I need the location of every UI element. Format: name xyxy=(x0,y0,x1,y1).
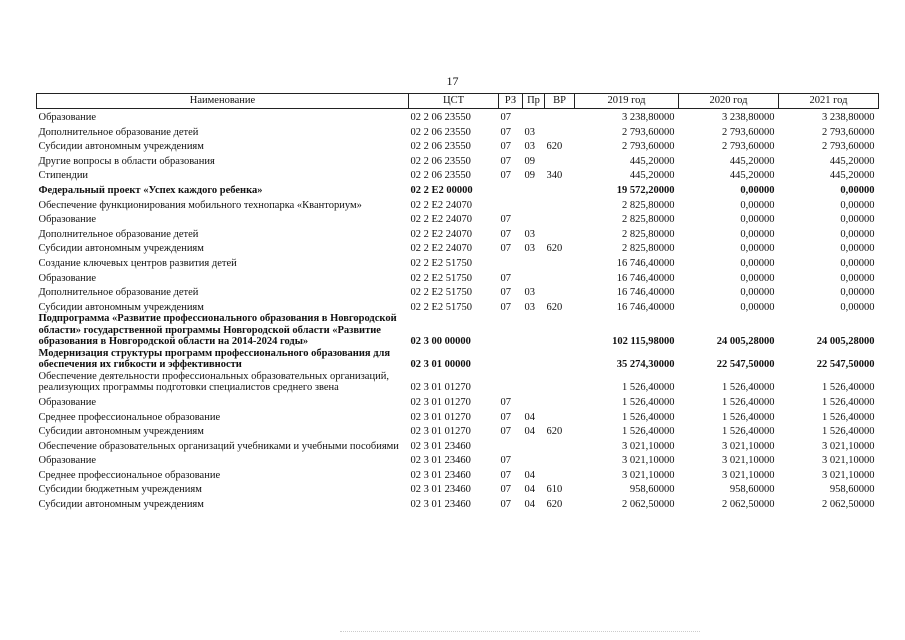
cell-rz: 07 xyxy=(500,455,511,467)
cell-rz: 07 xyxy=(500,484,511,496)
table-row xyxy=(37,138,879,153)
cell-y2021: 1 526,40000 xyxy=(822,426,875,438)
cell-rz: 07 xyxy=(500,243,511,255)
cell-name: Дополнительное образование детей xyxy=(38,287,199,299)
cell-vr xyxy=(545,438,575,453)
cell-vr xyxy=(545,394,575,409)
cell-vr xyxy=(545,408,575,423)
table-row xyxy=(37,348,879,371)
table-row xyxy=(37,197,879,212)
cell-y2020: 1 526,40000 xyxy=(722,382,775,394)
table-row xyxy=(37,299,879,314)
cell-y2021: 445,20000 xyxy=(829,155,875,167)
cell-y2021: 445,20000 xyxy=(829,170,875,182)
cell-cst: 02 2 06 23550 xyxy=(410,170,471,182)
cell-y2020: 0,00000 xyxy=(740,287,775,299)
cell-vr: 620 xyxy=(546,243,563,255)
cell-y2020: 22 547,50000 xyxy=(716,359,775,371)
cell-cst: 02 3 01 01270 xyxy=(410,426,471,438)
cell-pr: 04 xyxy=(524,426,535,438)
cell-vr xyxy=(545,348,575,371)
cell-name: Модернизация структуры программ профессионального образования для обеспечения их гибкости и эффективности xyxy=(38,347,391,371)
cell-name: Другие вопросы в области образования xyxy=(38,155,215,167)
cell-cst: 02 2 E2 24070 xyxy=(410,243,473,255)
cell-name: Субсидии автономным учреждениям xyxy=(38,243,204,255)
cell-vr xyxy=(545,255,575,270)
cell-y2020: 1 526,40000 xyxy=(722,411,775,423)
cell-cst: 02 3 01 01270 xyxy=(410,382,471,394)
cell-name: Субсидии автономным учреждениям xyxy=(38,426,204,438)
cell-y2019: 445,20000 xyxy=(629,155,675,167)
cell-y2021: 0,00000 xyxy=(840,214,875,226)
cell-y2021: 24 005,28000 xyxy=(816,336,875,348)
cell-name: Обеспечение образовательных организаций учебниками и учебными пособиями xyxy=(38,440,399,452)
cell-y2019: 1 526,40000 xyxy=(622,396,675,408)
cell-pr: 04 xyxy=(524,499,535,511)
cell-vr: 620 xyxy=(546,301,563,313)
cell-vr xyxy=(545,182,575,197)
cell-y2020: 0,00000 xyxy=(740,199,775,211)
cell-vr xyxy=(545,197,575,212)
cell-y2019: 19 572,20000 xyxy=(616,185,675,197)
table-row xyxy=(37,240,879,255)
scan-artifact-line xyxy=(340,631,700,635)
table-row xyxy=(37,211,879,226)
cell-vr xyxy=(545,284,575,299)
cell-vr: 620 xyxy=(546,141,563,153)
cell-y2020: 0,00000 xyxy=(740,272,775,284)
cell-y2020: 1 526,40000 xyxy=(722,426,775,438)
table-row xyxy=(37,467,879,482)
budget-table xyxy=(36,93,879,511)
cell-y2019: 2 825,80000 xyxy=(622,243,675,255)
cell-cst: 02 3 01 23460 xyxy=(410,440,471,452)
cell-y2019: 16 746,40000 xyxy=(616,272,675,284)
cell-name: Обеспечение деятельности профессиональных образовательных организаций, реализующих программы подготовки специалистов среднего звена xyxy=(38,370,389,394)
cell-name: Федеральный проект «Успех каждого ребенка» xyxy=(38,185,263,197)
cell-cst: 02 2 E2 51750 xyxy=(410,301,473,313)
cell-rz: 07 xyxy=(500,287,511,299)
cell-rz: 07 xyxy=(500,170,511,182)
cell-vr xyxy=(545,270,575,285)
cell-name: Дополнительное образование детей xyxy=(38,228,199,240)
cell-y2019: 2 825,80000 xyxy=(622,228,675,240)
cell-y2020: 2 793,60000 xyxy=(722,141,775,153)
cell-cst: 02 3 01 23460 xyxy=(410,455,471,467)
cell-cst: 02 3 01 00000 xyxy=(410,359,471,371)
cell-y2019: 2 793,60000 xyxy=(622,141,675,153)
table-body xyxy=(37,109,879,511)
cell-y2020: 2 062,50000 xyxy=(722,499,775,511)
cell-vr: 340 xyxy=(546,170,563,182)
table-row xyxy=(37,153,879,168)
cell-y2021: 0,00000 xyxy=(840,301,875,313)
cell-cst: 02 2 06 23550 xyxy=(410,126,471,138)
cell-y2019: 958,60000 xyxy=(629,484,675,496)
cell-cst: 02 2 06 23550 xyxy=(410,155,471,167)
cell-rz: 07 xyxy=(500,272,511,284)
cell-y2020: 24 005,28000 xyxy=(716,336,775,348)
cell-rz xyxy=(499,197,523,212)
cell-name: Образование xyxy=(38,272,97,284)
cell-pr xyxy=(523,255,545,270)
cell-pr xyxy=(523,270,545,285)
cell-y2019: 2 062,50000 xyxy=(622,499,675,511)
cell-y2020: 0,00000 xyxy=(740,185,775,197)
cell-rz xyxy=(499,438,523,453)
cell-cst: 02 2 06 23550 xyxy=(410,112,471,124)
cell-cst: 02 3 01 01270 xyxy=(410,411,471,423)
cell-y2021: 2 793,60000 xyxy=(822,141,875,153)
cell-pr: 03 xyxy=(524,141,535,153)
table-row xyxy=(37,423,879,438)
cell-y2019: 2 793,60000 xyxy=(622,126,675,138)
cell-cst: 02 2 E2 24070 xyxy=(410,199,473,211)
cell-cst: 02 3 01 23460 xyxy=(410,484,471,496)
table-row xyxy=(37,182,879,197)
cell-vr xyxy=(545,124,575,139)
cell-y2021: 22 547,50000 xyxy=(816,359,875,371)
cell-y2021: 0,00000 xyxy=(840,199,875,211)
cell-y2019: 3 021,10000 xyxy=(622,469,675,481)
table-row xyxy=(37,270,879,285)
cell-cst: 02 3 00 00000 xyxy=(410,336,471,348)
cell-rz: 07 xyxy=(500,141,511,153)
cell-vr xyxy=(545,371,575,394)
cell-vr: 620 xyxy=(546,499,563,511)
cell-y2021: 0,00000 xyxy=(840,258,875,270)
cell-rz: 07 xyxy=(500,112,511,124)
cell-name: Стипендии xyxy=(38,170,89,182)
cell-y2020: 0,00000 xyxy=(740,258,775,270)
cell-y2020: 3 238,80000 xyxy=(722,112,775,124)
cell-name: Образование xyxy=(38,396,97,408)
cell-vr xyxy=(545,153,575,168)
cell-y2020: 0,00000 xyxy=(740,228,775,240)
cell-name: Создание ключевых центров развития детей xyxy=(38,258,237,270)
cell-y2020: 2 793,60000 xyxy=(722,126,775,138)
cell-cst: 02 2 E2 00000 xyxy=(410,185,473,197)
page-number: 17 xyxy=(446,74,459,88)
cell-rz: 07 xyxy=(500,155,511,167)
cell-pr xyxy=(523,182,545,197)
cell-y2021: 2 793,60000 xyxy=(822,126,875,138)
table-row xyxy=(37,408,879,423)
cell-vr xyxy=(545,211,575,226)
cell-y2019: 3 021,10000 xyxy=(622,455,675,467)
cell-name: Образование xyxy=(38,112,97,124)
table-row xyxy=(37,313,879,348)
cell-vr xyxy=(545,452,575,467)
cell-vr xyxy=(545,226,575,241)
cell-y2020: 3 021,10000 xyxy=(722,440,775,452)
cell-pr xyxy=(523,109,545,124)
cell-pr: 03 xyxy=(524,243,535,255)
cell-vr: 610 xyxy=(546,484,563,496)
cell-cst: 02 3 01 23460 xyxy=(410,469,471,481)
header-rz: РЗ xyxy=(499,94,523,109)
cell-y2020: 958,60000 xyxy=(729,484,775,496)
cell-pr xyxy=(523,197,545,212)
cell-pr: 03 xyxy=(524,287,535,299)
cell-name: Субсидии автономным учреждениям xyxy=(38,141,204,153)
cell-cst: 02 3 01 23460 xyxy=(410,499,471,511)
cell-rz: 07 xyxy=(500,469,511,481)
header-2019: 2019 год xyxy=(575,94,679,109)
cell-cst: 02 2 E2 51750 xyxy=(410,272,473,284)
cell-y2021: 1 526,40000 xyxy=(822,382,875,394)
cell-rz: 07 xyxy=(500,126,511,138)
cell-y2019: 1 526,40000 xyxy=(622,411,675,423)
cell-y2020: 0,00000 xyxy=(740,301,775,313)
cell-cst: 02 2 E2 24070 xyxy=(410,214,473,226)
cell-y2020: 0,00000 xyxy=(740,214,775,226)
cell-cst: 02 2 06 23550 xyxy=(410,141,471,153)
cell-y2019: 16 746,40000 xyxy=(616,258,675,270)
cell-vr xyxy=(545,109,575,124)
cell-y2019: 1 526,40000 xyxy=(622,426,675,438)
cell-name: Обеспечение функционирования мобильного технопарка «Кванториум» xyxy=(38,199,362,211)
header-pr: Пр xyxy=(523,94,545,109)
cell-y2019: 445,20000 xyxy=(629,170,675,182)
cell-y2019: 16 746,40000 xyxy=(616,287,675,299)
cell-name: Среднее профессиональное образование xyxy=(38,469,221,481)
cell-pr xyxy=(523,394,545,409)
cell-name: Среднее профессиональное образование xyxy=(38,411,221,423)
header-2020: 2020 год xyxy=(679,94,779,109)
cell-pr xyxy=(523,438,545,453)
table-row xyxy=(37,394,879,409)
cell-y2019: 2 825,80000 xyxy=(622,214,675,226)
cell-rz xyxy=(499,313,523,348)
header-vr: ВР xyxy=(545,94,575,109)
header-2021: 2021 год xyxy=(779,94,879,109)
cell-y2021: 958,60000 xyxy=(829,484,875,496)
cell-y2021: 0,00000 xyxy=(840,228,875,240)
cell-rz xyxy=(499,371,523,394)
cell-y2021: 3 238,80000 xyxy=(822,112,875,124)
cell-pr: 09 xyxy=(524,170,535,182)
cell-y2021: 0,00000 xyxy=(840,272,875,284)
header-row xyxy=(37,94,879,109)
table-row xyxy=(37,124,879,139)
cell-y2019: 2 825,80000 xyxy=(622,199,675,211)
table-row xyxy=(37,371,879,394)
cell-pr xyxy=(523,452,545,467)
cell-name: Субсидии бюджетным учреждениям xyxy=(38,484,202,496)
table-row xyxy=(37,226,879,241)
header-cst: ЦСТ xyxy=(409,94,499,109)
cell-pr: 04 xyxy=(524,469,535,481)
cell-cst: 02 2 E2 51750 xyxy=(410,258,473,270)
cell-pr xyxy=(523,211,545,226)
cell-name: Образование xyxy=(38,455,97,467)
cell-pr xyxy=(523,371,545,394)
cell-pr: 04 xyxy=(524,411,535,423)
cell-rz: 07 xyxy=(500,426,511,438)
cell-name: Субсидии автономным учреждениям xyxy=(38,499,204,511)
cell-name: Дополнительное образование детей xyxy=(38,126,199,138)
cell-y2020: 445,20000 xyxy=(729,155,775,167)
cell-y2019: 1 526,40000 xyxy=(622,382,675,394)
cell-rz: 07 xyxy=(500,301,511,313)
cell-pr: 03 xyxy=(524,301,535,313)
cell-rz xyxy=(499,255,523,270)
table-row xyxy=(37,109,879,124)
cell-y2019: 35 274,30000 xyxy=(616,359,675,371)
cell-cst: 02 3 01 01270 xyxy=(410,396,471,408)
cell-rz: 07 xyxy=(500,499,511,511)
cell-y2021: 1 526,40000 xyxy=(822,411,875,423)
cell-rz: 07 xyxy=(500,396,511,408)
cell-y2020: 1 526,40000 xyxy=(722,396,775,408)
cell-pr xyxy=(523,313,545,348)
cell-y2020: 445,20000 xyxy=(729,170,775,182)
cell-y2021: 1 526,40000 xyxy=(822,396,875,408)
header-name: Наименование xyxy=(37,94,409,109)
table-row xyxy=(37,255,879,270)
cell-y2021: 3 021,10000 xyxy=(822,455,875,467)
cell-y2021: 0,00000 xyxy=(840,243,875,255)
cell-name: Подпрограмма «Развитие профессионального образования в Новгородской области» государственной программы Новгородской области «Развитие образования в Новгородской области на 2014-2024 годы» xyxy=(38,313,397,348)
cell-pr: 09 xyxy=(524,155,535,167)
table-row xyxy=(37,452,879,467)
cell-vr xyxy=(545,467,575,482)
cell-pr: 03 xyxy=(524,228,535,240)
cell-y2019: 16 746,40000 xyxy=(616,301,675,313)
table-row xyxy=(37,167,879,182)
cell-y2019: 3 238,80000 xyxy=(622,112,675,124)
cell-y2019: 102 115,98000 xyxy=(612,336,675,348)
cell-y2020: 3 021,10000 xyxy=(722,469,775,481)
cell-vr xyxy=(545,313,575,348)
cell-rz: 07 xyxy=(500,228,511,240)
cell-y2021: 3 021,10000 xyxy=(822,469,875,481)
table-row xyxy=(37,496,879,511)
cell-y2021: 2 062,50000 xyxy=(822,499,875,511)
cell-y2020: 3 021,10000 xyxy=(722,455,775,467)
cell-y2021: 0,00000 xyxy=(840,185,875,197)
cell-pr xyxy=(523,348,545,371)
cell-rz: 07 xyxy=(500,411,511,423)
table-row xyxy=(37,284,879,299)
cell-rz xyxy=(499,348,523,371)
cell-y2019: 3 021,10000 xyxy=(622,440,675,452)
cell-cst: 02 2 E2 51750 xyxy=(410,287,473,299)
cell-vr: 620 xyxy=(546,426,563,438)
cell-y2021: 0,00000 xyxy=(840,287,875,299)
table-row xyxy=(37,481,879,496)
cell-cst: 02 2 E2 24070 xyxy=(410,228,473,240)
cell-y2021: 3 021,10000 xyxy=(822,440,875,452)
cell-rz: 07 xyxy=(500,214,511,226)
cell-name: Субсидии автономным учреждениям xyxy=(38,301,204,313)
table-row xyxy=(37,438,879,453)
cell-pr: 04 xyxy=(524,484,535,496)
cell-y2020: 0,00000 xyxy=(740,243,775,255)
cell-name: Образование xyxy=(38,214,97,226)
cell-pr: 03 xyxy=(524,126,535,138)
cell-rz xyxy=(499,182,523,197)
